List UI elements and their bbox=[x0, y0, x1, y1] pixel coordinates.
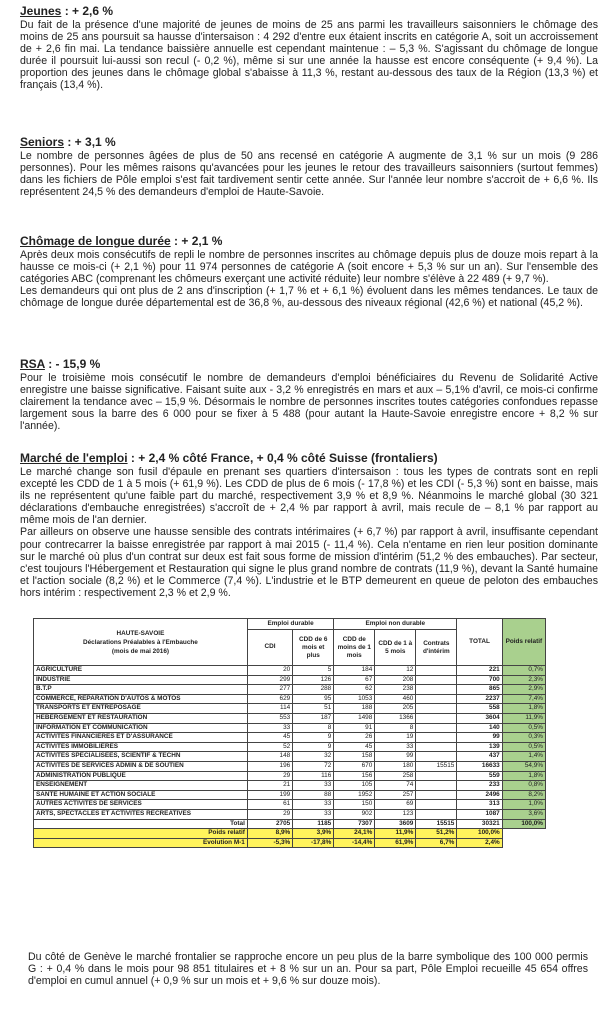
table-cell: 902 bbox=[334, 809, 375, 819]
row-label: ARTS, SPECTACLES ET ACTIVITES RECREATIVES bbox=[34, 809, 248, 819]
table-cell bbox=[416, 800, 457, 810]
table-cell bbox=[416, 790, 457, 800]
table-cell: 0,5% bbox=[502, 742, 545, 752]
table-cell: 0,5% bbox=[502, 723, 545, 733]
section-rsa bbox=[20, 357, 598, 432]
table-cell: 33 bbox=[375, 742, 416, 752]
col-header: CDD de moins de 1 mois bbox=[334, 630, 375, 666]
table-title: HAUTE-SAVOIE Déclarations Préalables à l'Embauche (mois de mai 2016) bbox=[34, 619, 248, 666]
table-cell: 29 bbox=[247, 809, 292, 819]
table-cell: 20 bbox=[247, 666, 292, 676]
table-cell: 16633 bbox=[457, 761, 502, 771]
group-header-durable: Emploi durable bbox=[247, 619, 333, 630]
table-row bbox=[34, 723, 546, 733]
table-cell: 15515 bbox=[416, 761, 457, 771]
section-jeunes bbox=[20, 4, 598, 92]
table-cell: 238 bbox=[375, 685, 416, 695]
table-cell: 29 bbox=[247, 771, 292, 781]
table-cell: 114 bbox=[247, 704, 292, 714]
row-label: ACTIVITES FINANCIERES ET D'ASSURANCE bbox=[34, 733, 248, 743]
section-heading: Chômage de longue durée : + 2,1 % bbox=[20, 234, 223, 248]
table-cell: 3,6% bbox=[502, 809, 545, 819]
table-cell: 313 bbox=[457, 800, 502, 810]
table-cell: 0,7% bbox=[502, 666, 545, 676]
table-cell: 187 bbox=[293, 713, 334, 723]
table-cell bbox=[416, 685, 457, 695]
table-cell bbox=[416, 742, 457, 752]
table-body bbox=[34, 666, 546, 820]
table-cell: 288 bbox=[293, 685, 334, 695]
table-cell: 1,0% bbox=[502, 800, 545, 810]
table-row bbox=[34, 742, 546, 752]
table-cell: 33 bbox=[293, 781, 334, 791]
col-header-poids: Poids relatif bbox=[502, 619, 545, 666]
table-cell: 91 bbox=[334, 723, 375, 733]
table-poids-row: Poids relatif 8,9% 3,9% 24,1% 11,9% 51,2% 100,0% bbox=[34, 829, 546, 839]
table-cell: 258 bbox=[375, 771, 416, 781]
table-cell: 150 bbox=[334, 800, 375, 810]
table-row bbox=[34, 781, 546, 791]
table-cell: 559 bbox=[457, 771, 502, 781]
table-cell: 221 bbox=[457, 666, 502, 676]
table-cell: 8 bbox=[375, 723, 416, 733]
table-cell bbox=[416, 713, 457, 723]
table-cell: 2,9% bbox=[502, 685, 545, 695]
section-marche-emploi bbox=[20, 451, 598, 599]
row-label: HEBERGEMENT ET RESTAURATION bbox=[34, 713, 248, 723]
table-row bbox=[34, 675, 546, 685]
table-cell: 437 bbox=[457, 752, 502, 762]
table-cell: 12 bbox=[375, 666, 416, 676]
table-cell: 188 bbox=[334, 704, 375, 714]
row-label: ACTIVITES IMMOBILIERES bbox=[34, 742, 248, 752]
table-cell: 0,8% bbox=[502, 781, 545, 791]
table-row bbox=[34, 809, 546, 819]
row-label: TRANSPORTS ET ENTREPOSAGE bbox=[34, 704, 248, 714]
section-paragraph: Après deux mois consécutifs de repli le nombre de personnes inscrites au chômage depuis plus de douze mois repart à la hausse ce mois-ci (+ 2,1 %) pour 11 974 personnes de catégorie A (soit encore + 5,3 % sur un an). Sur l'ensemble des catégories ABC (comprenant les chômeurs exerçant une activité réduite) leur nombre s'élève à 22 489 (+ 9,7 %). bbox=[20, 249, 598, 286]
table-cell: 629 bbox=[247, 694, 292, 704]
table-cell: 1,8% bbox=[502, 704, 545, 714]
row-label: SANTE HUMAINE ET ACTION SOCIALE bbox=[34, 790, 248, 800]
section-paragraph: Du fait de la présence d'une majorité de jeunes de moins de 25 ans parmi les travailleurs saisonniers le chômage des moins de 25 ans poursuit sa hausse d'intersaison : 4 292 d'entre eux étaient inscrits en catégorie A, soit un accroissement de + 2,6 fin mai. La tendance baissière annuelle est cependant maintenue : – 5,3 %. S'agissant du chômage de longue durée il poursuit lui-aussi son recul (- 0,2 %), même si sur une année la hausse est encore conséquente (+ 9,4 %). La proportion des jeunes dans le chômage global s'abaisse à 11,3 %, restant au-dessous des taux de la Région (13,3 %) et français (13,4 %). bbox=[20, 19, 598, 92]
section-paragraph: Pour le troisième mois consécutif le nombre de demandeurs d'emploi bénéficiaires du Revenu de Solidarité Active enregistre une baisse significative. Faisant suite aux - 3,2 % enregistrés en mars et aux – 5,1% d'avril, ce mois-ci confirme clairement la tendance avec – 15,9 %. Désormais le nombre de personnes inscrites toutes catégories confondues repasse largement sous la barre des 6 000 pour se fixer à 5 488 (pour autant la Haute-Savoie enregistre encore + 8,2 % sur l'année). bbox=[20, 372, 598, 433]
table-row bbox=[34, 771, 546, 781]
section-heading: Seniors : + 3,1 % bbox=[20, 135, 116, 149]
section-paragraph: Les demandeurs qui ont plus de 2 ans d'inscription (+ 1,7 % et + 6,1 %) évoluent dans les mêmes tendances. Le taux de chômage de longue durée départemental est de 36,8 %, au-dessous des niveaux régional (42,6 %) et national (45,2 %). bbox=[20, 285, 598, 310]
table-cell: 8,2% bbox=[502, 790, 545, 800]
table-cell bbox=[416, 733, 457, 743]
row-label: ENSEIGNEMENT bbox=[34, 781, 248, 791]
table-row bbox=[34, 800, 546, 810]
table-cell: 9 bbox=[293, 742, 334, 752]
footer-section bbox=[28, 951, 588, 987]
row-label: INFORMATION ET COMMUNICATION bbox=[34, 723, 248, 733]
table-cell: 99 bbox=[457, 733, 502, 743]
table-cell: 208 bbox=[375, 675, 416, 685]
table-row bbox=[34, 713, 546, 723]
table-cell: 3604 bbox=[457, 713, 502, 723]
table-cell bbox=[416, 781, 457, 791]
table-cell: 51 bbox=[293, 704, 334, 714]
table-cell: 158 bbox=[334, 752, 375, 762]
section-paragraph: Le nombre de personnes âgées de plus de 50 ans recensé en catégorie A augmente de 3,1 % sur un mois (9 286 personnes). Pour les mêmes raisons qu'avancées pour les jeunes le retour des travailleurs saisonniers (surtout femmes) dans les fichiers de Pôle emploi s'est fait tardivement sentir cette année. Sur l'année leur nombre s'accroit de + 6,6 %. Ils représentent 24,5 % des demandeurs d'emploi de Haute-Savoie. bbox=[20, 150, 598, 199]
table-cell: 95 bbox=[293, 694, 334, 704]
table-cell: 0,3% bbox=[502, 733, 545, 743]
row-label: ACTIVITES SPECIALISEES, SCIENTIF & TECHN bbox=[34, 752, 248, 762]
table-cell: 140 bbox=[457, 723, 502, 733]
table-cell: 700 bbox=[457, 675, 502, 685]
table-cell: 62 bbox=[334, 685, 375, 695]
group-header-non-durable: Emploi non durable bbox=[334, 619, 457, 630]
table-cell: 1498 bbox=[334, 713, 375, 723]
section-paragraph: Par ailleurs on observe une hausse sensible des contrats intérimaires (+ 6,7 %) par rapport à avril, insuffisante cependant pour contrecarrer la baisse enregistrée par rapport à mai 2015 (- 11,4 %). Cela n'entame en rien leur position dominante sur le marché où plus d'un contrat sur deux est fait sous forme de mission d'intérim (51,2 % des embauches). Par secteur, c'est toujours l'Hébergement et Restauration qui signe le plus grand nombre de contrats (11,9 %), devant la Santé humaine et l'action sociale (8,2 %) et le Commerce (7,4 %). L'industrie et le BTP demeurent en queue de peloton des embauches hors intérim : respectivement 2,3 % et 2,9 %. bbox=[20, 526, 598, 599]
table-cell: 33 bbox=[247, 723, 292, 733]
table-cell: 299 bbox=[247, 675, 292, 685]
table-cell: 1053 bbox=[334, 694, 375, 704]
table-cell: 99 bbox=[375, 752, 416, 762]
table-row bbox=[34, 694, 546, 704]
table-cell: 126 bbox=[293, 675, 334, 685]
table-cell: 74 bbox=[375, 781, 416, 791]
table-cell: 72 bbox=[293, 761, 334, 771]
dpae-table bbox=[33, 618, 546, 848]
col-header-total: TOTAL bbox=[457, 619, 502, 666]
table-cell bbox=[416, 752, 457, 762]
table-cell: 1087 bbox=[457, 809, 502, 819]
table-cell: 45 bbox=[247, 733, 292, 743]
table-cell: 865 bbox=[457, 685, 502, 695]
table-cell: 139 bbox=[457, 742, 502, 752]
table-cell bbox=[416, 694, 457, 704]
table-row bbox=[34, 685, 546, 695]
table-cell: 116 bbox=[293, 771, 334, 781]
col-header: CDI bbox=[247, 630, 292, 666]
col-header: CDD de 1 à 5 mois bbox=[375, 630, 416, 666]
table-cell: 19 bbox=[375, 733, 416, 743]
table-cell: 69 bbox=[375, 800, 416, 810]
table-cell: 33 bbox=[293, 800, 334, 810]
table-cell: 54,9% bbox=[502, 761, 545, 771]
table-row bbox=[34, 733, 546, 743]
table-cell: 2,3% bbox=[502, 675, 545, 685]
table-cell: 21 bbox=[247, 781, 292, 791]
table-cell bbox=[416, 666, 457, 676]
table-row bbox=[34, 761, 546, 771]
section-chomage-longue-duree bbox=[20, 234, 598, 309]
table-cell: 52 bbox=[247, 742, 292, 752]
table-cell: 156 bbox=[334, 771, 375, 781]
section-heading: Jeunes : + 2,6 % bbox=[20, 4, 114, 18]
table-cell: 277 bbox=[247, 685, 292, 695]
table-cell: 148 bbox=[247, 752, 292, 762]
table-cell: 670 bbox=[334, 761, 375, 771]
table-cell: 45 bbox=[334, 742, 375, 752]
table-cell: 257 bbox=[375, 790, 416, 800]
col-header: Contrats d'intérim bbox=[416, 630, 457, 666]
row-label: ADMINISTRATION PUBLIQUE bbox=[34, 771, 248, 781]
table-cell: 67 bbox=[334, 675, 375, 685]
table-row bbox=[34, 752, 546, 762]
table-cell: 33 bbox=[293, 809, 334, 819]
table-cell: 1952 bbox=[334, 790, 375, 800]
row-label: AGRICULTURE bbox=[34, 666, 248, 676]
table-cell: 2496 bbox=[457, 790, 502, 800]
table-cell: 199 bbox=[247, 790, 292, 800]
section-paragraph: Le marché change son fusil d'épaule en prenant ses quartiers d'intersaison : tous les types de contrats sont en repli excepté les CDD de 1 à 5 mois (+ 61,9 %). Les CDD de plus de 6 mois (- 17,8 %) et les CDI (- 5,3 %) sont en baisse, mais ils ne représentent qu'une faible part du marché, respectivement 3,9 % et 8,9 %. Néanmoins le marché global (30 321 déclarations d'embauche enregistrées) s'accroît de + 2,4 % par rapport à avril, mais recule de – 8,1 % par rapport au même mois de l'an dernier. bbox=[20, 466, 598, 527]
table-evolution-row: Evolution M-1 -5,3% -17,8% -14,4% 61,9% 6,7% 2,4% bbox=[34, 838, 546, 848]
table-cell: 5 bbox=[293, 666, 334, 676]
row-label: B.T.P bbox=[34, 685, 248, 695]
table-cell: 1366 bbox=[375, 713, 416, 723]
table-cell bbox=[416, 704, 457, 714]
table-cell: 460 bbox=[375, 694, 416, 704]
table-cell bbox=[416, 771, 457, 781]
table-cell: 1,8% bbox=[502, 771, 545, 781]
table-total-row: Total 2705 1185 7307 3609 15515 30321 100,0% bbox=[34, 819, 546, 829]
table-cell: 32 bbox=[293, 752, 334, 762]
table-cell: 88 bbox=[293, 790, 334, 800]
col-header: CDD de 6 mois et plus bbox=[293, 630, 334, 666]
row-label: COMMERCE, REPARATION D'AUTOS & MOTOS bbox=[34, 694, 248, 704]
table-cell: 184 bbox=[334, 666, 375, 676]
table-row bbox=[34, 704, 546, 714]
table-cell: 9 bbox=[293, 733, 334, 743]
footer-paragraph: Du côté de Genève le marché frontalier se rapproche encore un peu plus de la barre symbolique des 100 000 permis G : + 0,4 % dans le mois pour 98 851 titulaires et + 8 % sur un an. Pour sa part, Pôle Emploi recueille 45 654 offres d'emploi en cumul annuel (+ 0,9 % sur un mois et + 9,6 % sur douze mois). bbox=[28, 951, 588, 988]
table-cell: 7,4% bbox=[502, 694, 545, 704]
table-cell bbox=[416, 809, 457, 819]
table-cell: 8 bbox=[293, 723, 334, 733]
table-cell: 105 bbox=[334, 781, 375, 791]
table-cell: 26 bbox=[334, 733, 375, 743]
row-label: INDUSTRIE bbox=[34, 675, 248, 685]
table-cell bbox=[416, 675, 457, 685]
table-cell: 61 bbox=[247, 800, 292, 810]
table-row bbox=[34, 666, 546, 676]
table-cell: 553 bbox=[247, 713, 292, 723]
table-cell: 123 bbox=[375, 809, 416, 819]
table-cell: 180 bbox=[375, 761, 416, 771]
table-cell: 11,9% bbox=[502, 713, 545, 723]
table-cell: 233 bbox=[457, 781, 502, 791]
table-cell: 558 bbox=[457, 704, 502, 714]
table-cell: 2237 bbox=[457, 694, 502, 704]
row-label: AUTRES ACTIVITES DE SERVICES bbox=[34, 800, 248, 810]
section-seniors bbox=[20, 135, 598, 198]
row-label: ACTIVITES DE SERVICES ADMIN & DE SOUTIEN bbox=[34, 761, 248, 771]
table-row bbox=[34, 790, 546, 800]
table-cell: 205 bbox=[375, 704, 416, 714]
section-heading: RSA : - 15,9 % bbox=[20, 357, 101, 371]
table-cell: 196 bbox=[247, 761, 292, 771]
section-heading: Marché de l'emploi : + 2,4 % côté France, + 0,4 % côté Suisse (frontaliers) bbox=[20, 451, 438, 465]
table-cell bbox=[416, 723, 457, 733]
table-cell: 1,4% bbox=[502, 752, 545, 762]
